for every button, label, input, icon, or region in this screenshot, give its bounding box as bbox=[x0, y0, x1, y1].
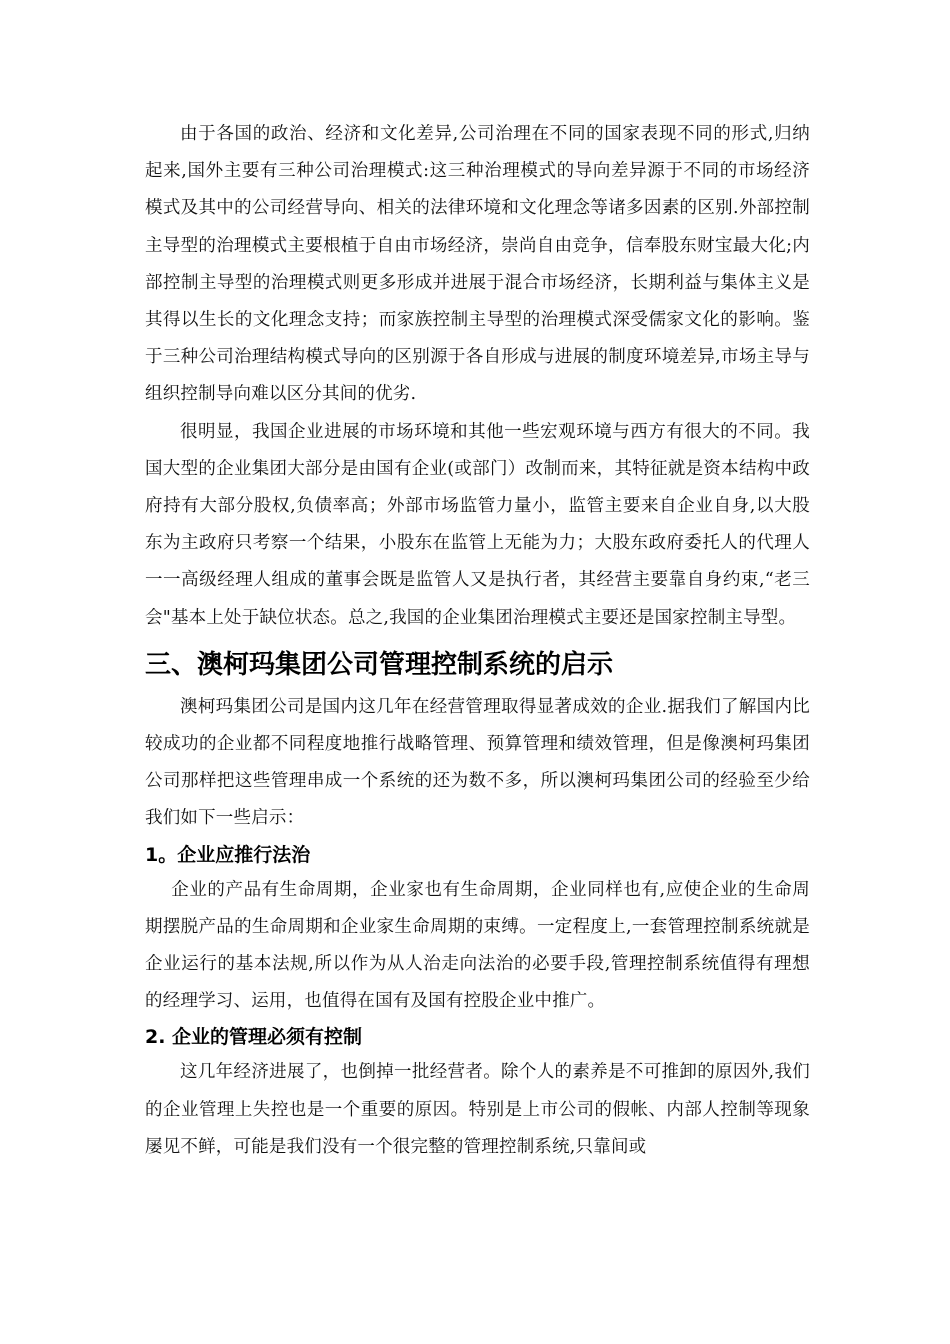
paragraph-china-environment: 很明显，我国企业进展的市场环境和其他一些宏观环境与西方有很大的不同。我国大型的企业集团大部分是由国有企业(或部门）改制而来，其特征就是资本结构中政府持有大部分股权,负债率高；外部市场监管力量小，监管主要来自企业自身,以大股东为主政府只考察一个结果，小股东在监管上无能为力；大股东政府委托人的代理人一一高级经理人组成的董事会既是监管人又是执行者，其经营主要靠自身约束,“老三会"基本上处于缺位状态。总之,我国的企业集团治理模式主要还是国家控制主导型。 bbox=[145, 421, 810, 628]
paragraph-governance-models: 由于各国的政治、经济和文化差异,公司治理在不同的国家表现不同的形式,归纳起来,国外主要有三种公司治理模式:这三种治理模式的导向差异源于不同的市场经济模式及其中的公司经营导向、相关的法律环境和文化理念等诸多因素的区别.外部控制主导型的治理模式主要根植于自由市场经济，崇尚自由竞争，信奉股东财宝最大化;内部控制主导型的治理模式则更多形成并进展于混合市场经济，长期利益与集体主义是其得以生长的文化理念支持；而家族控制主导型的治理模式深受儒家文化的影响。鉴于三种公司治理结构模式导向的区别源于各自形成与进展的制度环境差异,市场主导与组织控制导向难以区分其间的优劣. bbox=[145, 124, 810, 405]
section-heading-3: 三、澳柯玛集团公司管理控制系统的启示 bbox=[145, 649, 614, 680]
paragraph-control: 这几年经济进展了，也倒掉一批经营者。除个人的素养是不可推卸的原因外,我们的企业管理上失控也是一个重要的原因。特别是上市公司的假帐、内部人控制等现象屡见不鲜，可能是我们没有一个很完整的管理控制系统,只靠间或 bbox=[145, 1062, 810, 1157]
subheading-rule-of-law: 1。企业应推行法治 bbox=[145, 843, 311, 866]
document-body bbox=[145, 116, 810, 1166]
subheading-control: 2. 企业的管理必须有控制 bbox=[145, 1026, 363, 1049]
paragraph-aucma-intro: 澳柯玛集团公司是国内这几年在经营管理取得显著成效的企业.据我们了解国内比较成功的企业都不同程度地推行战略管理、预算管理和绩效管理，但是像澳柯玛集团公司那样把这些管理串成一个系统的还为数不多，所以澳柯玛集团公司的经验至少给我们如下一些启示： bbox=[145, 696, 810, 829]
paragraph-rule-of-law: 企业的产品有生命周期，企业家也有生命周期，企业同样也有,应使企业的生命周期摆脱产品的生命周期和企业家生命周期的束缚。一定程度上,一套管理控制系统就是企业运行的基本法规,所以作为从人治走向法治的必要手段,管理控制系统值得有理想的经理学习、运用，也值得在国有及国有控股企业中推广。 bbox=[145, 879, 810, 1012]
